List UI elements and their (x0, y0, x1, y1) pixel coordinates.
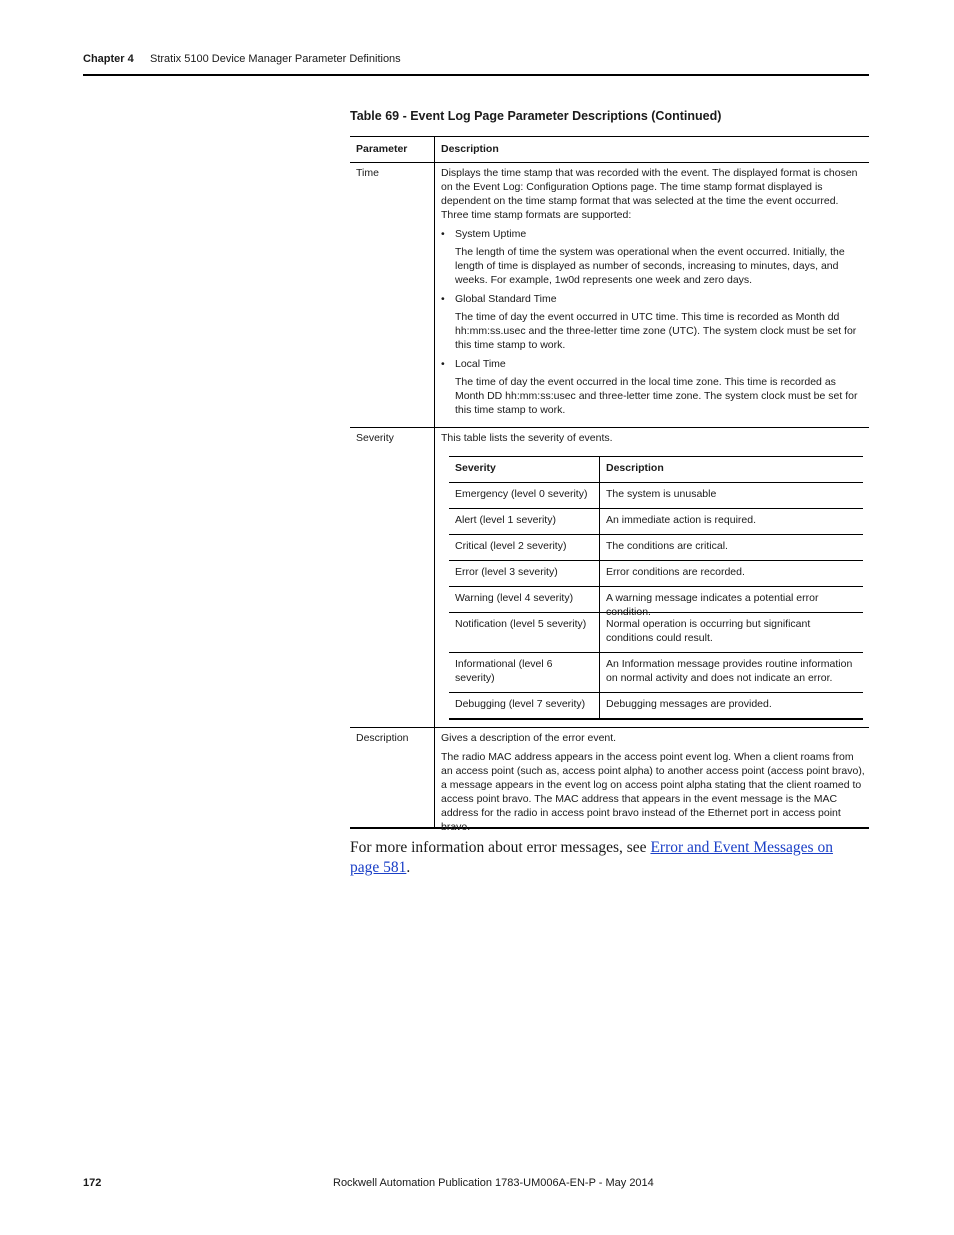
table-row-severity (350, 428, 869, 728)
param-description: Description (350, 728, 435, 827)
severity-level: Notification (level 5 severity) (449, 613, 600, 652)
severity-meaning: The conditions are critical. (606, 540, 728, 552)
severity-meaning: Debugging messages are provided. (606, 698, 772, 710)
bullet-local-time (441, 357, 865, 417)
more-info-paragraph (350, 838, 860, 878)
severity-table-header (449, 457, 863, 483)
bullet-system-uptime (441, 227, 865, 287)
bullet-global-standard-time (441, 292, 865, 352)
severity-meaning: Error conditions are recorded. (606, 566, 745, 578)
bullet-text: The time of day the event occurred in UTC time. This time is recorded as Month dd hh:mm:ss.usec and the three-letter time zone (UTC). The system clock must be set for this time stamp to work. (455, 311, 857, 351)
table-header-row (350, 136, 869, 163)
severity-level: Critical (level 2 severity) (449, 535, 600, 560)
time-intro: Displays the time stamp that was recorded with the event. The displayed format is chosen on the Event Log: Configuration Options page. The time stamp format displayed is dependent on the time stamp format that was selected at the time the event occurred. Three time stamp formats are supported: (441, 167, 858, 221)
chapter-label: Chapter 4 (83, 53, 134, 65)
description-line-2: The radio MAC address appears in the access point event log. When a client roams from an access point (such as, access point alpha) to another access point (access point bravo), a message appears in the event log on access point alpha stating that the client roamed to access point bravo. The MAC address that appears in the event message is the MAC address for the radio in access point bravo instead of the Ethernet port in access point bravo. (441, 751, 865, 833)
table-row (449, 653, 863, 693)
bullet-title: System Uptime (455, 228, 527, 240)
table-caption: Table 69 - Event Log Page Parameter Descriptions (Continued) (350, 109, 722, 123)
column-header-parameter: Parameter (350, 137, 435, 162)
severity-level: Warning (level 4 severity) (449, 587, 600, 612)
bullet-title: Global Standard Time (455, 293, 557, 305)
severity-table (449, 456, 863, 720)
chapter-title: Stratix 5100 Device Manager Parameter Definitions (150, 53, 401, 65)
severity-col-header: Severity (449, 457, 600, 482)
severity-level: Informational (level 6 severity) (449, 653, 600, 692)
table-row (449, 587, 863, 618)
param-time: Time (350, 163, 435, 427)
severity-level: Error (level 3 severity) (449, 561, 600, 586)
bullet-icon: • (441, 358, 445, 370)
page-number: 172 (83, 1177, 102, 1189)
bullet-icon: • (441, 293, 445, 305)
bullet-text: The time of day the event occurred in the local time zone. This time is recorded as Month DD hh:mm:ss:usec and three-letter time zone. The system clock must be set for this time stamp to work. (455, 376, 858, 416)
severity-meaning: An Information message provides routine information on normal activity and does not indicate an error. (606, 658, 853, 684)
table-row-time (350, 163, 869, 428)
severity-meaning: A warning message indicates a potential error condition. (606, 592, 819, 618)
table-row (449, 613, 863, 653)
severity-desc-col-header: Description (606, 462, 664, 474)
severity-meaning: Normal operation is occurring but significant conditions could result. (606, 618, 811, 644)
bullet-icon: • (441, 228, 445, 240)
description-line-1: Gives a description of the error event. (441, 732, 617, 744)
severity-meaning: An immediate action is required. (606, 514, 756, 526)
table-row (449, 535, 863, 561)
table-row (449, 483, 863, 509)
table-row (449, 509, 863, 535)
time-description (435, 163, 869, 427)
table-row (449, 561, 863, 587)
more-info-suffix: . (406, 859, 411, 876)
severity-level: Debugging (level 7 severity) (449, 693, 600, 718)
table-row-description (350, 728, 869, 833)
severity-intro: This table lists the severity of events. (441, 432, 613, 444)
severity-description (435, 428, 869, 727)
param-severity: Severity (350, 428, 435, 727)
more-info-prefix: For more information about error messages, see (350, 839, 651, 856)
column-header-description: Description (441, 143, 499, 155)
parameter-table (350, 136, 869, 833)
severity-level: Emergency (level 0 severity) (449, 483, 600, 508)
table-row (449, 693, 863, 718)
publication-info: Rockwell Automation Publication 1783-UM006A-EN-P - May 2014 (333, 1177, 654, 1189)
error-messages-link[interactable]: Error and Event Messages on page 581 (350, 839, 833, 876)
severity-meaning: The system is unusable (606, 488, 717, 500)
bullet-title: Local Time (455, 358, 506, 370)
description-text (435, 728, 869, 833)
running-header (83, 53, 401, 65)
bullet-text: The length of time the system was operational when the event occurred. Initially, the length of time is displayed as number of seconds, increasing to minutes, days, and weeks. For example, 1w0d represents one week and zero days. (455, 246, 845, 286)
header-rule (83, 74, 869, 76)
severity-level: Alert (level 1 severity) (449, 509, 600, 534)
